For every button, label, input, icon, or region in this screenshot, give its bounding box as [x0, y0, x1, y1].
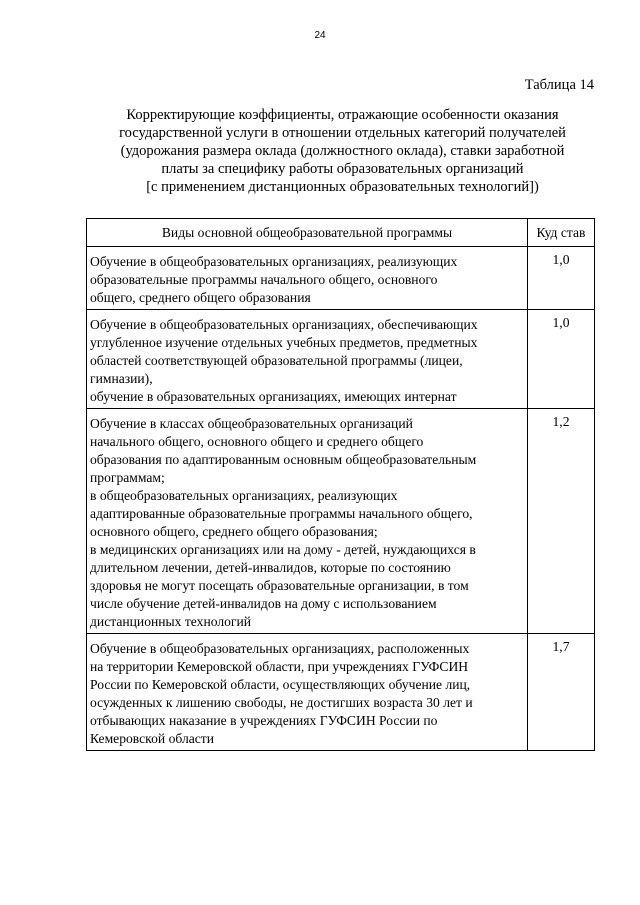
description-line: на территории Кемеровской области, при учреждениях ГУФСИН: [90, 659, 469, 674]
table-row: [87, 634, 595, 751]
header-program-type: Виды основной общеобразовательной программы: [87, 219, 528, 247]
description-line: образования по адаптированным основным общеобразовательным: [90, 452, 477, 467]
program-description: [87, 409, 528, 634]
description-line: углубленное изучение отдельных учебных предметов, предметных: [90, 335, 478, 350]
table-caption: [90, 106, 595, 196]
caption-line: [с применением дистанционных образовательных технологий]): [146, 179, 539, 195]
coefficient-value: 1,0: [528, 310, 595, 409]
description-line: Обучение в общеобразовательных организациях, реализующих: [90, 254, 458, 269]
description-line: Обучение в классах общеобразовательных организаций: [90, 416, 413, 431]
description-line: отбывающих наказание в учреждениях ГУФСИН России по: [90, 713, 438, 728]
description-line: Обучение в общеобразовательных организациях, расположенных: [90, 641, 470, 656]
description-line: здоровья не могут посещать образовательные организации, в том: [90, 578, 469, 593]
coefficients-table: [86, 218, 595, 751]
description-line: обучение в образовательных организациях, имеющих интернат: [90, 389, 457, 404]
table-header-row: [87, 219, 595, 247]
coefficient-value: 1,0: [528, 247, 595, 310]
table-label: Таблица 14: [524, 77, 594, 93]
description-line: общего, среднего общего образования: [90, 290, 311, 305]
coefficient-value: 1,7: [528, 634, 595, 751]
header-coefficient: Куд став: [528, 219, 595, 247]
description-line: числе обучение детей-инвалидов на дому с использованием: [90, 596, 437, 611]
table-row: [87, 247, 595, 310]
coefficient-value: 1,2: [528, 409, 595, 634]
caption-line: (удорожания размера оклада (должностного оклада), ставки заработной: [120, 143, 565, 159]
caption-line: Корректирующие коэффициенты, отражающие особенности оказания: [126, 107, 559, 123]
table-row: [87, 310, 595, 409]
description-line: областей соответствующей образовательной программы (лицеи,: [90, 353, 463, 368]
description-line: адаптированные образовательные программы начального общего,: [90, 506, 473, 521]
table-row: [87, 409, 595, 634]
description-line: России по Кемеровской области, осуществляющих обучение лиц,: [90, 677, 471, 692]
description-line: в медицинских организациях или на дому - детей, нуждающихся в: [90, 542, 476, 557]
description-line: начального общего, основного общего и среднего общего: [90, 434, 424, 449]
description-line: в общеобразовательных организациях, реализующих: [90, 488, 398, 503]
description-line: Кемеровской области: [90, 731, 215, 746]
program-description: [87, 310, 528, 409]
description-line: программам;: [90, 470, 165, 485]
description-line: Обучение в общеобразовательных организациях, обеспечивающих: [90, 317, 478, 332]
description-line: основного общего, среднего общего образования;: [90, 524, 378, 539]
description-line: образовательные программы начального общего, основного: [90, 272, 438, 287]
description-line: длительном лечении, детей-инвалидов, которые по состоянию: [90, 560, 451, 575]
description-line: осужденных к лишению свободы, не достигших возраста 30 лет и: [90, 695, 473, 710]
caption-line: государственной услуги в отношении отдельных категорий получателей: [119, 125, 566, 141]
program-description: [87, 634, 528, 751]
page-number: 24: [314, 30, 326, 41]
program-description: [87, 247, 528, 310]
description-line: дистанционных технологий: [90, 614, 252, 629]
caption-line: платы за специфику работы образовательных организаций: [161, 161, 524, 177]
description-line: гимназии),: [90, 371, 153, 386]
